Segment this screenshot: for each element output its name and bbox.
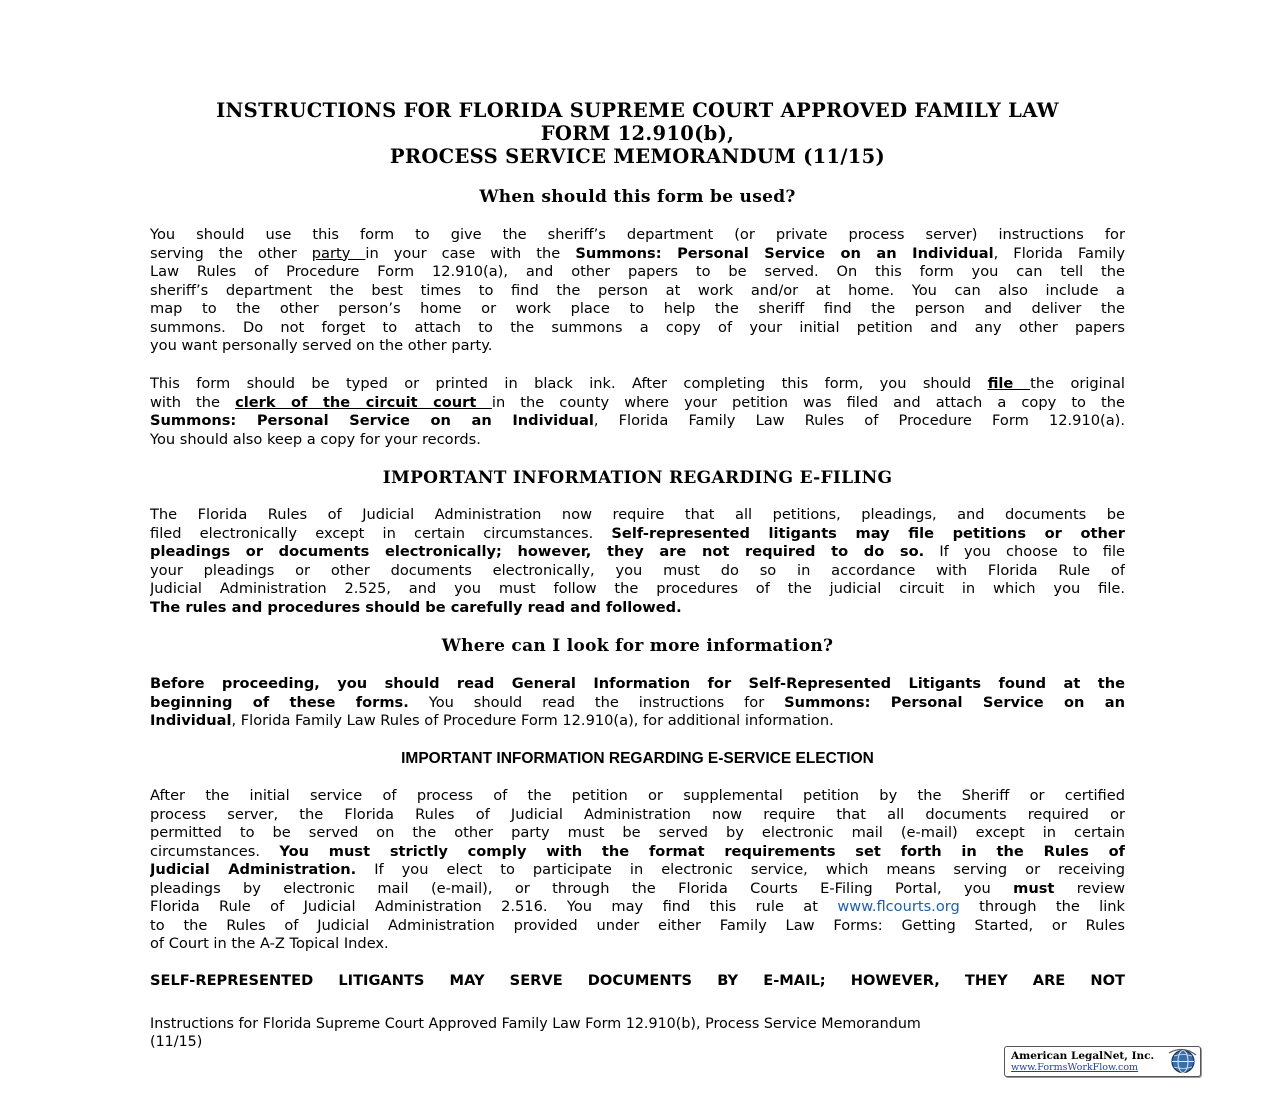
text-line: summons. Do not forget to attach to the summons a copy of your initial petition and any other papers [150, 318, 1125, 336]
american-legalnet-logo[interactable] [1004, 1046, 1201, 1077]
text-line: circumstances. You must strictly comply with the format requirements set forth in the Rules of [150, 842, 1125, 860]
paragraph-final [150, 972, 1125, 991]
text-line: beginning of these forms. You should read the instructions for Summons: Personal Service on an [150, 693, 1125, 711]
text-line: pleadings by electronic mail (e-mail), or through the Florida Courts E-Filing Portal, you must review [150, 879, 1125, 897]
text-line: Florida Rule of Judicial Administration 2.516. You may find this rule at www.flcourts.org through the link [150, 898, 1125, 916]
title-line-3: PROCESS SERVICE MEMORANDUM (11/15) [389, 145, 886, 168]
heading-when-used: When should this form be used? [479, 187, 796, 207]
footer-line-2: (11/15) [150, 1034, 203, 1050]
paragraph-eservice [150, 787, 1125, 954]
title-line-2: FORM 12.910(b), [540, 122, 735, 145]
heading-eservice: IMPORTANT INFORMATION REGARDING E-SERVICE ELECTION [401, 750, 874, 767]
paragraph-filing [150, 375, 1125, 449]
flcourts-link[interactable]: www.flcourts.org [837, 898, 960, 916]
text-line: Summons: Personal Service on an Individual, Florida Family Law Rules of Procedure Form 12.910(a). [150, 412, 1125, 430]
globe-icon [1165, 1047, 1199, 1076]
text-line: Before proceeding, you should read General Information for Self-Represented Litigants found at the [150, 675, 1125, 692]
text-line: filed electronically except in certain circumstances. Self-represented litigants may file petitions or other [150, 524, 1125, 542]
heading-efiling: IMPORTANT INFORMATION REGARDING E-FILING [382, 468, 893, 488]
file-link[interactable]: file [987, 375, 1031, 392]
text-line: pleadings or documents electronically; however, they are not required to do so. If you choose to file [150, 543, 1125, 561]
document-title [150, 99, 1125, 168]
clerk-link[interactable]: clerk of the circuit court [235, 393, 492, 411]
text-line: serving the other party in your case with the Summons: Personal Service on an Individual, Florida Family [150, 244, 1125, 262]
page-footer [150, 1015, 1080, 1051]
heading-more-info: Where can I look for more information? [441, 636, 834, 656]
text-line: After the initial service of process of the petition or supplemental petition by the Sheriff or certified [150, 787, 1125, 804]
text-line: The rules and procedures should be carefully read and followed. [150, 598, 682, 616]
text-line: You should also keep a copy for your records. [150, 430, 481, 448]
text-line: your pleadings or other documents electronically, you must do so in accordance with Florida Rule of [150, 561, 1125, 579]
footer-line-1: Instructions for Florida Supreme Court Approved Family Law Form 12.910(b), Process Service Memorandum [150, 1016, 921, 1032]
text-line: SELF-REPRESENTED LITIGANTS MAY SERVE DOCUMENTS BY E-MAIL; HOWEVER, THEY ARE NOT [150, 972, 1125, 989]
text-line: with the clerk of the circuit court in the county where your petition was filed and attach a copy to the [150, 393, 1125, 411]
text-line: sheriff’s department the best times to find the person at work and/or at home. You can also include a [150, 281, 1125, 299]
paragraph-efiling [150, 506, 1125, 617]
text-line: Judicial Administration 2.525, and you must follow the procedures of the judicial circuit in which you file. [150, 580, 1125, 598]
logo-company-name: American LegalNet, Inc. [1011, 1050, 1155, 1062]
text-line: Individual, Florida Family Law Rules of Procedure Form 12.910(a), for additional information. [150, 712, 834, 730]
party-link[interactable]: party [311, 244, 366, 262]
text-line: process server, the Florida Rules of Judicial Administration now require that all documents required or [150, 805, 1125, 823]
text-line: This form should be typed or printed in black ink. After completing this form, you should file the original [150, 375, 1125, 392]
text-line: to the Rules of Judicial Administration provided under either Family Law Forms: Getting Started, or Rules [150, 916, 1125, 934]
text-line: Law Rules of Procedure Form 12.910(a), and other papers to be served. On this form you can tell the [150, 263, 1125, 281]
text-line: You should use this form to give the sheriff’s department (or private process server) instructions for [150, 226, 1125, 243]
text-line: of Court in the A-Z Topical Index. [150, 935, 389, 953]
title-line-1: INSTRUCTIONS FOR FLORIDA SUPREME COURT APPROVED FAMILY LAW [216, 99, 1059, 122]
text-line: The Florida Rules of Judicial Administration now require that all petitions, pleadings, and documents be [150, 506, 1125, 523]
logo-url-link[interactable]: www.FormsWorkFlow.com [1011, 1062, 1139, 1073]
text-line: map to the other person’s home or work place to help the sheriff find the person and deliver the [150, 300, 1125, 318]
paragraph-more-info [150, 675, 1125, 731]
paragraph-purpose [150, 226, 1125, 356]
text-line: you want personally served on the other party. [150, 337, 493, 355]
text-line: permitted to be served on the other party must be served by electronic mail (e-mail) except in certain [150, 824, 1125, 842]
text-line: Judicial Administration. If you elect to participate in electronic service, which means serving or receiving [150, 861, 1125, 879]
